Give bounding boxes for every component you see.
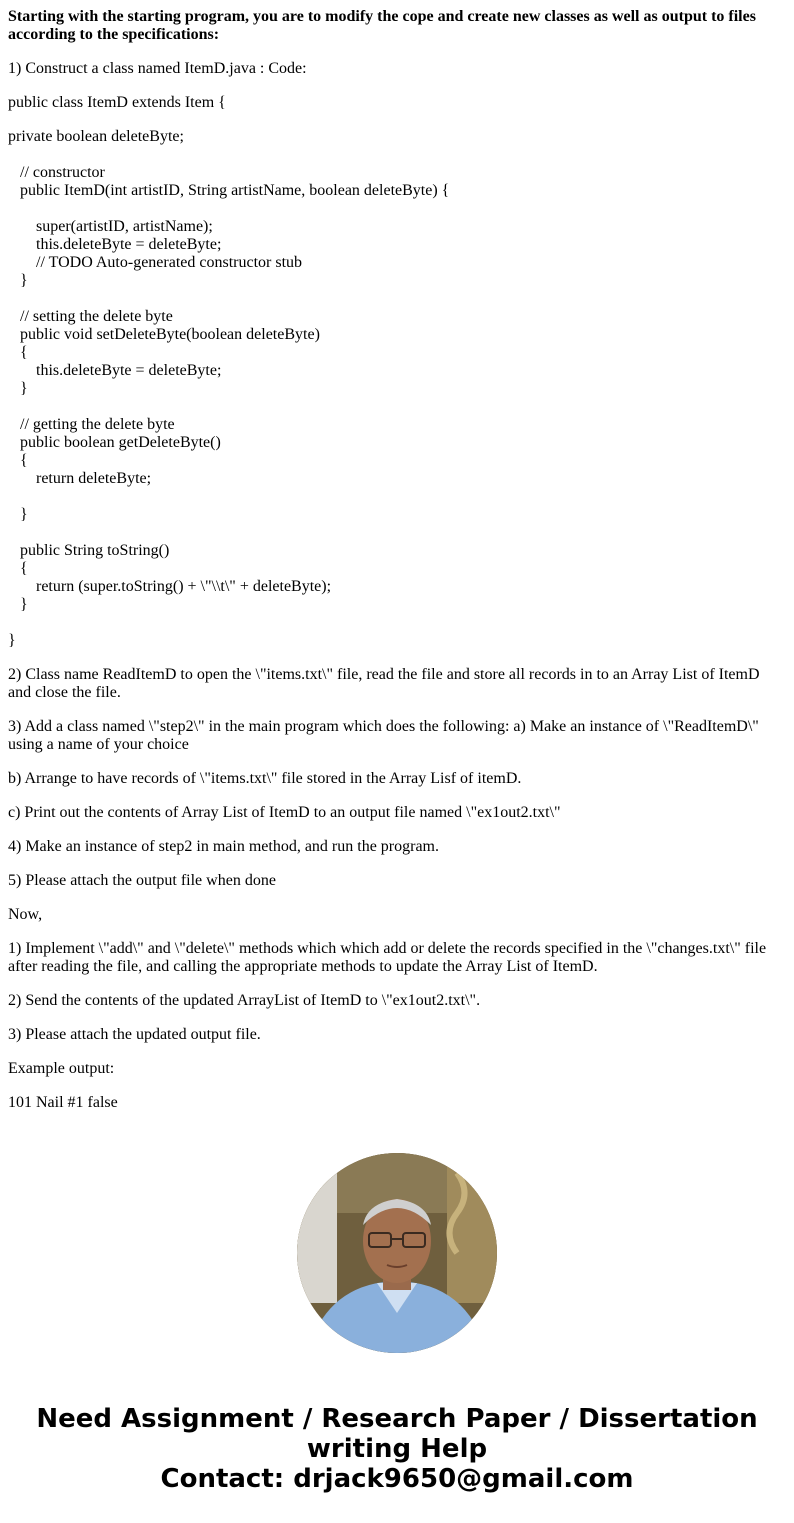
person-photo-icon <box>297 1153 497 1353</box>
promo-line-2: writing Help <box>306 1434 488 1464</box>
example-output-line: 101 Nail #1 false <box>8 1094 118 1111</box>
paragraph-now-step3: 3) Please attach the updated output file. <box>8 1026 261 1043</box>
promo-line-1: Need Assignment / Research Paper / Dissertation <box>36 1404 758 1434</box>
paragraph-step2: 2) Class name ReadItemD to open the \"items.txt\" file, read the file and store all records in to an Array List of ItemD and close the file. <box>8 666 760 701</box>
paragraph-step5: 5) Please attach the output file when done <box>8 872 276 889</box>
promo-contact: Contact: drjack9650@gmail.com <box>160 1464 634 1494</box>
paragraph-step4: 4) Make an instance of step2 in main method, and run the program. <box>8 838 439 855</box>
promo-banner <box>0 1404 794 1494</box>
page-heading: Starting with the starting program, you are to modify the cope and create new classes as well as output to files according to the specifications: <box>8 8 756 43</box>
paragraph-step3c: c) Print out the contents of Array List of ItemD to an output file named \"ex1out2.txt\" <box>8 804 561 821</box>
example-output-label: Example output: <box>8 1060 115 1077</box>
code-block: private boolean deleteByte; // constructor public ItemD(int artistID, String artistName, boolean deleteByte) { super(artistID, artistName); this.deleteByte = deleteByte; // TODO Auto-generated constructor stub } // setting the delete byte public void setDeleteByte(boolean deleteByte) { this.deleteByte = deleteByte; } // getting the delete byte public boolean getDeleteByte() { return deleteByte; } public String toString() { return (super.toString() + \"\\t\" + deleteByte); } } <box>8 128 450 649</box>
code-class-declaration: public class ItemD extends Item { <box>8 94 226 111</box>
paragraph-now-step2: 2) Send the contents of the updated ArrayList of ItemD to \"ex1out2.txt\". <box>8 992 481 1009</box>
paragraph-step3a: 3) Add a class named \"step2\" in the main program which does the following: a) Make an instance of \"ReadItemD\" using a name of your choice <box>8 718 759 753</box>
avatar-illustration <box>297 1153 497 1353</box>
paragraph-now-step1: 1) Implement \"add\" and \"delete\" methods which which add or delete the records specified in the \"changes.txt\" file after reading the file, and calling the appropriate methods to update the Array List of ItemD. <box>8 940 767 975</box>
document-body <box>8 8 778 1128</box>
paragraph-step3b: b) Arrange to have records of \"items.txt\" file stored in the Array Lisf of itemD. <box>8 770 522 787</box>
step1-intro: 1) Construct a class named ItemD.java : Code: <box>8 60 307 77</box>
paragraph-now: Now, <box>8 906 43 923</box>
